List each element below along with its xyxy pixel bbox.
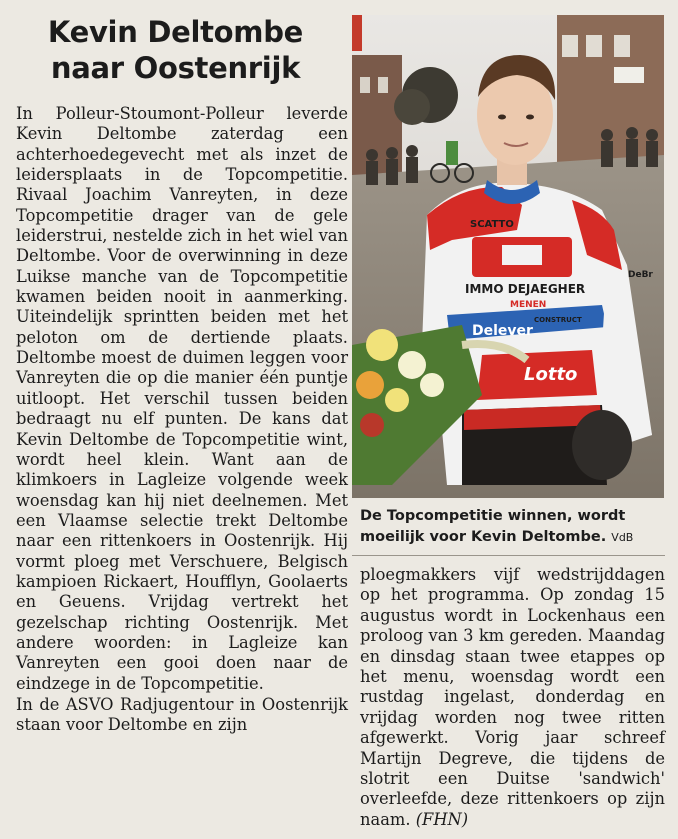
caption-text: De Topcompetitie winnen, wordt moeilijk voor Kevin Deltombe. xyxy=(360,508,626,545)
photo-credit: VdB xyxy=(611,531,634,544)
jersey-text-main: IMMO DEJAEGHER xyxy=(465,282,586,296)
jersey-text-lotto: Lotto xyxy=(524,364,578,385)
byline: (FHN) xyxy=(415,809,469,829)
caption-divider xyxy=(352,555,665,556)
jersey-text-city: MENEN xyxy=(510,300,547,310)
article-paragraph-2-text: ploegmakkers vijf wedstrijddagen op het programma. Op zondag 15 augustus wordt in Lockenhaus een proloog van 3 km gereden. Maandag en dinsdag staan twee etappes op het menu, woensdag wordt een rustdag ingelast, donderdag en vrijdag worden nog twee ritten afgewerkt. Vorig jaar schreef Martijn Degreve, die tijdens de slotrit een Duitse 'sandwich' overleefde, deze rittenkoers op zijn naam. xyxy=(360,565,665,829)
photo-cyclist xyxy=(352,15,664,498)
headline xyxy=(18,14,333,86)
cyclist-photo-illustration xyxy=(352,15,664,498)
article-column-right xyxy=(360,565,665,830)
article-column-left xyxy=(16,104,348,736)
article-paragraph-1: In Polleur-Stoumont-Polleur leverde Kevin Deltombe zaterdag een achterhoedegevecht met als inzet de leidersplaats in de Topcompetitie. Rivaal Joachim Vanreyten, in deze Topcompetitie drager van de gele leiderstrui, nestelde zich in het wiel van Deltombe. Voor de overwinning in deze Luikse manche van de Topcompetitie kwamen beiden nooit in aanmerking. Uiteindelijk sprintten beiden met het peloton om de dertiende plaats. Deltombe moest de duimen leggen voor Vanreyten die op die manier één puntje uitloopt. Het verschil tussen beiden bedraagt nu elf punten. De kans dat Kevin Deltombe de Topcompetitie wint, wordt heel klein. Want aan de klimkoers in Lagleize volgende week woensdag kan hij niet deelnemen. Met een Vlaamse selectie trekt Deltombe naar een rittenkoers in Oostenrijk. Hij vormt ploeg met Verschuere, Belgisch kampioen Rickaert, Houfflyn, Goolaerts en Geuens. Vrijdag vertrekt het gezelschap richting Oostenrijk. Met andere woorden: in Lagleize kan Vanreyten een gooi doen naar de eindzege in de Topcompetitie. xyxy=(16,104,348,693)
article-paragraph-2-continued xyxy=(360,565,665,830)
jersey-text-scatto: SCATTO xyxy=(470,219,514,230)
headline-line-1: Kevin Deltombe xyxy=(47,15,304,49)
headline-line-2: naar Oostenrijk xyxy=(50,51,301,85)
jersey-text-delever: Delever xyxy=(472,323,533,339)
photo-caption xyxy=(360,506,665,548)
article-paragraph-2-start: In de ASVO Radjugentour in Oostenrijk staan voor Deltombe en zijn xyxy=(16,694,348,735)
jersey-text-construct: CONSTRUCT xyxy=(534,316,582,324)
jersey-text-sleeve: DeBr xyxy=(628,270,653,280)
